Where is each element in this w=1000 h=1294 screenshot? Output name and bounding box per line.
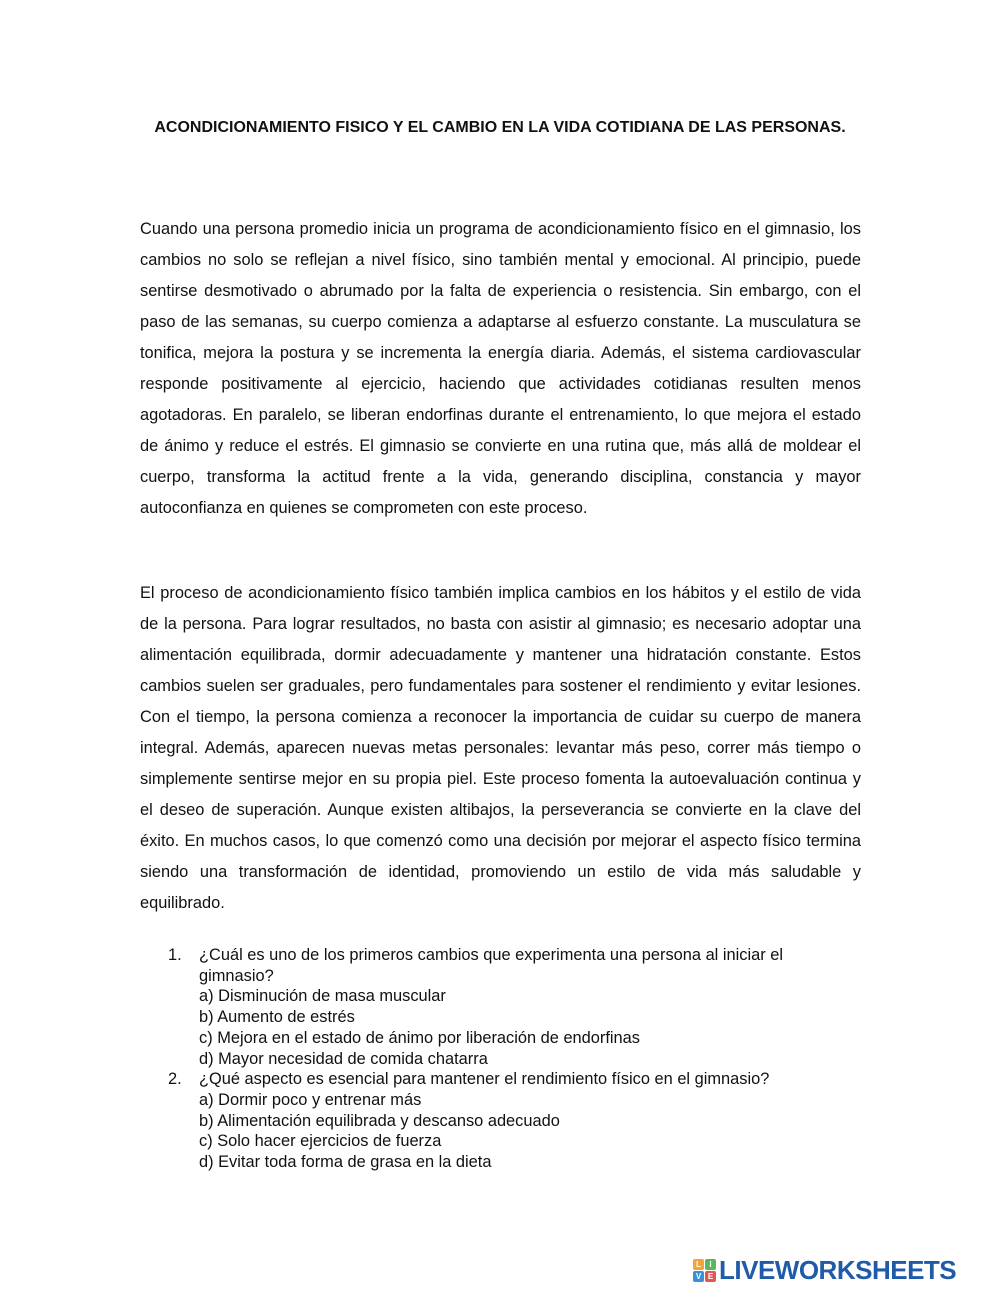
question-text: ¿Qué aspecto es esencial para mantener el rendimiento físico en el gimnasio? — [199, 1070, 770, 1089]
question-number: 2. — [168, 1070, 182, 1089]
logo-tile: I — [705, 1259, 716, 1270]
answer-option: a) Dormir poco y entrenar más — [199, 1090, 422, 1109]
paragraph-1: Cuando una persona promedio inicia un programa de acondicionamiento físico en el gimnasio, los cambios no solo se reflejan a nivel físico, sino también mental y emocional. Al principio, puede sentirse desmotivado o abrumado por la falta de experiencia o resistencia. Sin embargo, con el paso de las semanas, su cuerpo comienza a adaptarse al esfuerzo constante. La musculatura se tonifica, mejora la postura y se incrementa la energía diaria. Además, el sistema cardiovascular responde positivamente al ejercicio, haciendo que actividades cotidianas resulten menos agotadoras. En paralelo, se liberan endorfinas durante el entrenamiento, lo que mejora el estado de ánimo y reduce el estrés. El gimnasio se convierte en una rutina que, más allá de moldear el cuerpo, transforma la actitud frente a la vida, generando disciplina, constancia y mayor autoconfianza en quienes se comprometen con este proceso. — [140, 220, 861, 517]
logo-tile: V — [693, 1271, 704, 1282]
liveworksheets-logo — [693, 1256, 956, 1284]
answer-option: c) Solo hacer ejercicios de fuerza — [199, 1132, 442, 1151]
answer-option: b) Alimentación equilibrada y descanso adecuado — [199, 1111, 560, 1130]
question-list — [140, 945, 861, 1173]
logo-mark-icon — [693, 1259, 716, 1282]
question-item — [140, 1069, 861, 1173]
paragraph-2: El proceso de acondicionamiento físico también implica cambios en los hábitos y el estilo de vida de la persona. Para lograr resultados, no basta con asistir al gimnasio; es necesario adoptar una alimentación equilibrada, dormir adecuadamente y mantener una hidratación constante. Estos cambios suelen ser graduales, pero fundamentales para sostener el rendimiento y evitar lesiones. Con el tiempo, la persona comienza a reconocer la importancia de cuidar su cuerpo de manera integral. Además, aparecen nuevas metas personales: levantar más peso, correr más tiempo o simplemente sentirse mejor en su propia piel. Este proceso fomenta la autoevaluación continua y el deseo de superación. Aunque existen altibajos, la perseverancia se convierte en la clave del éxito. En muchos casos, lo que comenzó como una decisión por mejorar el aspecto físico termina siendo una transformación de identidad, promoviendo un estilo de vida más saludable y equilibrado. — [140, 584, 861, 912]
question-number: 1. — [168, 946, 182, 964]
question-text: ¿Cuál es uno de los primeros cambios que experimenta una persona al iniciar el gimnasio? — [199, 946, 783, 985]
logo-text: LIVEWORKSHEETS — [719, 1255, 957, 1285]
logo-tile: L — [693, 1259, 704, 1270]
logo-tile: E — [705, 1271, 716, 1282]
answer-option: b) Aumento de estrés — [199, 1008, 355, 1027]
question-item — [140, 945, 861, 1069]
answer-option: a) Disminución de masa muscular — [199, 987, 446, 1006]
answer-option: d) Mayor necesidad de comida chatarra — [199, 1049, 488, 1068]
answer-option: c) Mejora en el estado de ánimo por liberación de endorfinas — [199, 1028, 640, 1047]
answer-option: d) Evitar toda forma de grasa en la dieta — [199, 1153, 492, 1172]
document-title: ACONDICIONAMIENTO FISICO Y EL CAMBIO EN LA VIDA COTIDIANA DE LAS PERSONAS. — [154, 119, 846, 136]
